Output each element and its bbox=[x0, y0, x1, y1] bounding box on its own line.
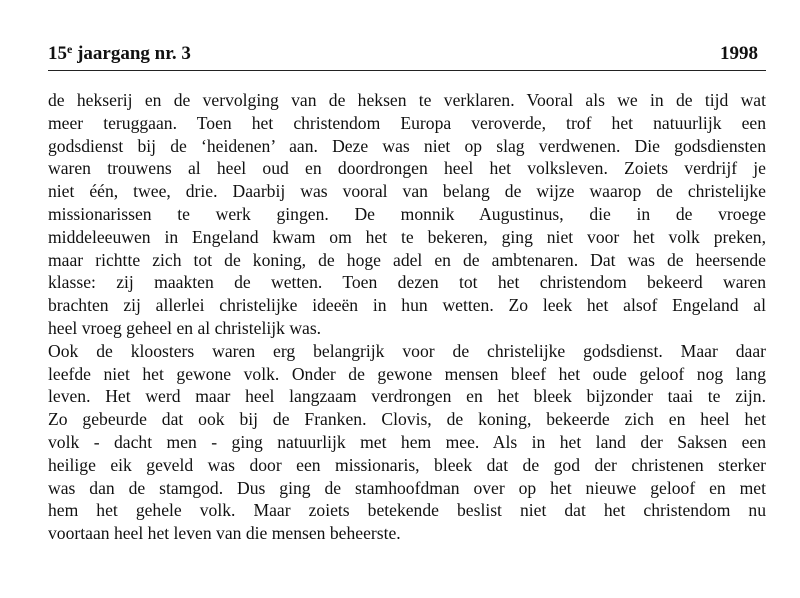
text-line: de hekserij en de vervolging van de heksen te verklaren. Vooral als we in de tijd wat bbox=[48, 90, 766, 110]
body-text bbox=[48, 89, 766, 545]
text-line: brachten zij allerlei christelijke ideeën in hun wetten. Zo leek het alsof Engeland al bbox=[48, 295, 766, 316]
volume-suffix: e bbox=[67, 42, 73, 56]
text-line: leefde niet het gewone volk. Onder de gewone mensen bleef het oude geloof nog lang bbox=[48, 363, 766, 384]
text-line: was dan de stamgod. Dus ging de stamhoofdman over op het nieuwe geloof en met bbox=[48, 477, 766, 498]
text-line: volk - dacht men - ging natuurlijk met hem mee. Als in het land der Saksen een bbox=[48, 431, 766, 452]
text-line: leven. Het werd maar heel langzaam verdrongen en het bleek bijzonder taai te zijn. bbox=[48, 386, 766, 407]
text-line: voortaan heel het leven van die mensen beheerste. bbox=[48, 523, 401, 544]
page-header bbox=[48, 40, 764, 68]
text-line: godsdienst bij de ‘heidenen’ aan. Deze was niet op slag verdwenen. Die godsdiensten bbox=[48, 135, 766, 156]
text-line: niet één, twee, drie. Daarbij was vooral van belang de wijze waarop de christelijke bbox=[48, 181, 766, 202]
text-line: heel vroeg geheel en al christelijk was. bbox=[48, 317, 322, 338]
year-label: 1998 bbox=[720, 43, 758, 64]
issue-label bbox=[48, 42, 191, 66]
header-rule bbox=[48, 70, 766, 71]
text-line: waren trouwens al heel oud en doordrongen heel het volksleven. Zoiets verdrijf je bbox=[48, 158, 766, 179]
text-line: Zo gebeurde dat ook bij de Franken. Clovis, de koning, bekeerde zich en heel het bbox=[48, 409, 766, 430]
text-line: Ook de kloosters waren erg belangrijk voor de christelijke godsdienst. Maar daar bbox=[48, 340, 766, 361]
text-line: klasse: zij maakten de wetten. Toen dezen tot het christendom bekeerd waren bbox=[48, 272, 766, 293]
text-line: hem het gehele volk. Maar zoiets betekende beslist niet dat het christendom nu bbox=[48, 500, 766, 521]
text-line: heilige eik geveld was door een missionaris, bleek dat de god der christenen sterker bbox=[48, 454, 766, 475]
volume-rest: jaargang nr. 3 bbox=[72, 43, 191, 64]
text-line: missionarissen te werk gingen. De monnik Augustinus, die in de vroege bbox=[48, 203, 766, 224]
text-line: middeleeuwen in Engeland kwam om het te bekeren, ging niet voor het volk preken, bbox=[48, 226, 766, 247]
volume-number: 15 bbox=[48, 43, 67, 64]
text-line: maar richtte zich tot de koning, de hoge adel en de ambtenaren. Dat was de heersende bbox=[48, 249, 766, 270]
text-line: meer teruggaan. Toen het christendom Europa veroverde, trof het natuurlijk een bbox=[48, 112, 766, 133]
